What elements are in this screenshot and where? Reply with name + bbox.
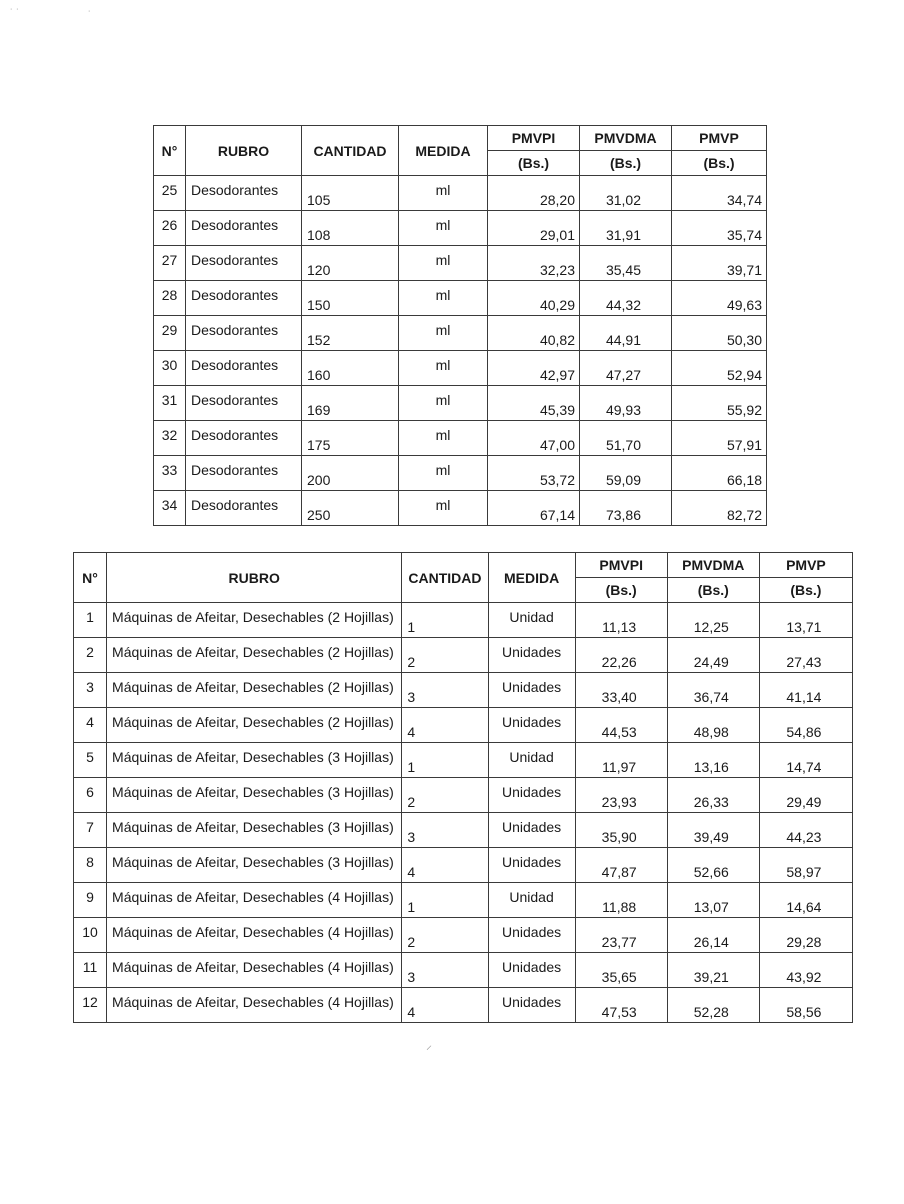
header-pmvp-unit: (Bs.) [759, 578, 852, 603]
table-row [74, 953, 853, 988]
row-cantidad: 3 [402, 813, 488, 848]
row-pmvdma: 44,32 [580, 281, 672, 316]
row-cantidad: 2 [402, 638, 488, 673]
row-number: 27 [154, 246, 186, 281]
row-medida: Unidades [488, 988, 575, 1023]
row-number: 11 [74, 953, 107, 988]
row-rubro: Máquinas de Afeitar, Desechables (3 Hojillas) [107, 778, 402, 813]
row-pmvp: 41,14 [759, 673, 852, 708]
row-pmvp: 54,86 [759, 708, 852, 743]
table-row [154, 491, 767, 526]
row-pmvdma: 26,14 [667, 918, 759, 953]
table-row [74, 813, 853, 848]
table-row [154, 281, 767, 316]
desodorantes-table [153, 125, 767, 526]
row-cantidad: 2 [402, 918, 488, 953]
row-rubro: Máquinas de Afeitar, Desechables (3 Hojillas) [107, 848, 402, 883]
header-medida: MEDIDA [488, 553, 575, 603]
row-pmvp: 57,91 [672, 421, 767, 456]
scan-mark: ˙ [88, 10, 92, 21]
row-pmvdma: 52,66 [667, 848, 759, 883]
row-cantidad: 120 [302, 246, 399, 281]
row-pmvpi: 23,93 [575, 778, 667, 813]
header-pmvpi: PMVPI [488, 126, 580, 151]
scan-mark: ˙ ˙ [10, 8, 20, 19]
table-row [74, 603, 853, 638]
table-row [74, 673, 853, 708]
row-rubro: Desodorantes [186, 421, 302, 456]
row-pmvp: 14,64 [759, 883, 852, 918]
row-pmvdma: 39,21 [667, 953, 759, 988]
header-cantidad: CANTIDAD [302, 126, 399, 176]
table-row [74, 988, 853, 1023]
table-row [154, 351, 767, 386]
row-pmvdma: 47,27 [580, 351, 672, 386]
header-pmvp: PMVP [672, 126, 767, 151]
row-pmvdma: 12,25 [667, 603, 759, 638]
row-rubro: Máquinas de Afeitar, Desechables (4 Hojillas) [107, 918, 402, 953]
row-cantidad: 150 [302, 281, 399, 316]
row-pmvp: 66,18 [672, 456, 767, 491]
row-pmvpi: 40,29 [488, 281, 580, 316]
row-pmvdma: 13,16 [667, 743, 759, 778]
row-medida: ml [399, 176, 488, 211]
header-medida: MEDIDA [399, 126, 488, 176]
row-rubro: Máquinas de Afeitar, Desechables (2 Hojillas) [107, 603, 402, 638]
row-pmvp: 44,23 [759, 813, 852, 848]
row-pmvpi: 32,23 [488, 246, 580, 281]
row-medida: ml [399, 351, 488, 386]
header-pmvdma-unit: (Bs.) [667, 578, 759, 603]
header-pmvpi: PMVPI [575, 553, 667, 578]
row-pmvp: 58,56 [759, 988, 852, 1023]
row-pmvdma: 35,45 [580, 246, 672, 281]
row-pmvp: 29,49 [759, 778, 852, 813]
row-cantidad: 4 [402, 988, 488, 1023]
table-row [154, 246, 767, 281]
table-row [154, 176, 767, 211]
row-number: 4 [74, 708, 107, 743]
row-pmvpi: 53,72 [488, 456, 580, 491]
row-number: 29 [154, 316, 186, 351]
row-pmvp: 55,92 [672, 386, 767, 421]
row-number: 26 [154, 211, 186, 246]
row-cantidad: 108 [302, 211, 399, 246]
row-pmvpi: 42,97 [488, 351, 580, 386]
row-number: 3 [74, 673, 107, 708]
row-number: 6 [74, 778, 107, 813]
row-rubro: Desodorantes [186, 281, 302, 316]
row-rubro: Desodorantes [186, 351, 302, 386]
row-pmvpi: 23,77 [575, 918, 667, 953]
row-pmvdma: 59,09 [580, 456, 672, 491]
row-medida: Unidad [488, 743, 575, 778]
row-medida: Unidades [488, 638, 575, 673]
row-cantidad: 175 [302, 421, 399, 456]
row-pmvpi: 47,53 [575, 988, 667, 1023]
maquinas-afeitar-table-body [74, 603, 853, 1023]
row-number: 9 [74, 883, 107, 918]
table-row [74, 638, 853, 673]
row-pmvpi: 33,40 [575, 673, 667, 708]
row-cantidad: 200 [302, 456, 399, 491]
row-pmvpi: 45,39 [488, 386, 580, 421]
row-rubro: Máquinas de Afeitar, Desechables (2 Hojillas) [107, 638, 402, 673]
row-pmvpi: 11,13 [575, 603, 667, 638]
header-pmvp-unit: (Bs.) [672, 151, 767, 176]
row-cantidad: 3 [402, 953, 488, 988]
row-pmvp: 27,43 [759, 638, 852, 673]
table-row [74, 778, 853, 813]
desodorantes-table-body [154, 176, 767, 526]
row-pmvdma: 39,49 [667, 813, 759, 848]
row-medida: ml [399, 281, 488, 316]
row-medida: ml [399, 246, 488, 281]
row-rubro: Desodorantes [186, 246, 302, 281]
row-number: 32 [154, 421, 186, 456]
row-number: 12 [74, 988, 107, 1023]
table-row [154, 421, 767, 456]
row-number: 28 [154, 281, 186, 316]
row-pmvp: 34,74 [672, 176, 767, 211]
row-pmvpi: 29,01 [488, 211, 580, 246]
row-medida: Unidades [488, 708, 575, 743]
row-pmvp: 50,30 [672, 316, 767, 351]
row-rubro: Desodorantes [186, 456, 302, 491]
row-number: 31 [154, 386, 186, 421]
row-rubro: Desodorantes [186, 211, 302, 246]
table-row [74, 883, 853, 918]
row-pmvpi: 47,87 [575, 848, 667, 883]
row-pmvp: 43,92 [759, 953, 852, 988]
header-cantidad: CANTIDAD [402, 553, 488, 603]
row-pmvpi: 22,26 [575, 638, 667, 673]
row-number: 2 [74, 638, 107, 673]
row-number: 30 [154, 351, 186, 386]
maquinas-afeitar-table [73, 552, 853, 1023]
row-pmvpi: 35,65 [575, 953, 667, 988]
row-medida: Unidad [488, 603, 575, 638]
row-medida: ml [399, 316, 488, 351]
row-cantidad: 4 [402, 708, 488, 743]
table-row [74, 743, 853, 778]
row-pmvdma: 73,86 [580, 491, 672, 526]
row-pmvp: 14,74 [759, 743, 852, 778]
row-medida: Unidades [488, 953, 575, 988]
table-row [154, 386, 767, 421]
row-pmvdma: 36,74 [667, 673, 759, 708]
row-cantidad: 169 [302, 386, 399, 421]
row-cantidad: 1 [402, 603, 488, 638]
row-pmvpi: 11,88 [575, 883, 667, 918]
row-cantidad: 1 [402, 883, 488, 918]
row-rubro: Desodorantes [186, 386, 302, 421]
row-rubro: Máquinas de Afeitar, Desechables (2 Hojillas) [107, 673, 402, 708]
row-pmvpi: 47,00 [488, 421, 580, 456]
header-pmvdma: PMVDMA [667, 553, 759, 578]
row-number: 25 [154, 176, 186, 211]
row-pmvp: 82,72 [672, 491, 767, 526]
row-rubro: Máquinas de Afeitar, Desechables (4 Hojillas) [107, 883, 402, 918]
row-medida: ml [399, 421, 488, 456]
header-no: N° [154, 126, 186, 176]
row-pmvp: 39,71 [672, 246, 767, 281]
row-pmvdma: 26,33 [667, 778, 759, 813]
row-medida: Unidades [488, 778, 575, 813]
row-number: 34 [154, 491, 186, 526]
header-pmvdma: PMVDMA [580, 126, 672, 151]
row-pmvdma: 31,02 [580, 176, 672, 211]
row-pmvdma: 51,70 [580, 421, 672, 456]
row-rubro: Desodorantes [186, 491, 302, 526]
row-number: 5 [74, 743, 107, 778]
row-cantidad: 3 [402, 673, 488, 708]
header-pmvp: PMVP [759, 553, 852, 578]
row-pmvdma: 49,93 [580, 386, 672, 421]
row-pmvdma: 52,28 [667, 988, 759, 1023]
table-row [154, 211, 767, 246]
header-rubro: RUBRO [186, 126, 302, 176]
table-row [74, 848, 853, 883]
header-pmvpi-unit: (Bs.) [575, 578, 667, 603]
row-pmvdma: 24,49 [667, 638, 759, 673]
row-pmvdma: 44,91 [580, 316, 672, 351]
row-number: 33 [154, 456, 186, 491]
row-cantidad: 105 [302, 176, 399, 211]
row-pmvpi: 44,53 [575, 708, 667, 743]
scan-mark: ⸝ [426, 1038, 433, 1052]
row-medida: Unidades [488, 848, 575, 883]
row-rubro: Máquinas de Afeitar, Desechables (4 Hojillas) [107, 988, 402, 1023]
row-pmvpi: 35,90 [575, 813, 667, 848]
row-pmvpi: 67,14 [488, 491, 580, 526]
row-rubro: Máquinas de Afeitar, Desechables (2 Hojillas) [107, 708, 402, 743]
row-medida: ml [399, 211, 488, 246]
row-medida: Unidades [488, 813, 575, 848]
row-cantidad: 250 [302, 491, 399, 526]
row-cantidad: 2 [402, 778, 488, 813]
row-number: 1 [74, 603, 107, 638]
row-cantidad: 160 [302, 351, 399, 386]
row-pmvpi: 40,82 [488, 316, 580, 351]
row-medida: Unidad [488, 883, 575, 918]
row-medida: ml [399, 386, 488, 421]
row-cantidad: 152 [302, 316, 399, 351]
table-row [74, 918, 853, 953]
row-pmvp: 58,97 [759, 848, 852, 883]
row-medida: ml [399, 491, 488, 526]
table-row [154, 316, 767, 351]
row-pmvdma: 48,98 [667, 708, 759, 743]
row-medida: Unidades [488, 673, 575, 708]
row-pmvp: 13,71 [759, 603, 852, 638]
row-pmvp: 52,94 [672, 351, 767, 386]
row-medida: ml [399, 456, 488, 491]
row-number: 10 [74, 918, 107, 953]
row-rubro: Desodorantes [186, 316, 302, 351]
row-cantidad: 1 [402, 743, 488, 778]
row-pmvdma: 13,07 [667, 883, 759, 918]
row-pmvpi: 28,20 [488, 176, 580, 211]
header-rubro: RUBRO [107, 553, 402, 603]
header-pmvdma-unit: (Bs.) [580, 151, 672, 176]
row-pmvp: 35,74 [672, 211, 767, 246]
table-row [154, 456, 767, 491]
row-pmvdma: 31,91 [580, 211, 672, 246]
row-number: 8 [74, 848, 107, 883]
table-row [74, 708, 853, 743]
row-pmvp: 49,63 [672, 281, 767, 316]
row-cantidad: 4 [402, 848, 488, 883]
row-number: 7 [74, 813, 107, 848]
row-rubro: Máquinas de Afeitar, Desechables (3 Hojillas) [107, 813, 402, 848]
header-pmvpi-unit: (Bs.) [488, 151, 580, 176]
row-pmvpi: 11,97 [575, 743, 667, 778]
row-medida: Unidades [488, 918, 575, 953]
row-rubro: Máquinas de Afeitar, Desechables (3 Hojillas) [107, 743, 402, 778]
header-no: N° [74, 553, 107, 603]
row-pmvp: 29,28 [759, 918, 852, 953]
row-rubro: Desodorantes [186, 176, 302, 211]
row-rubro: Máquinas de Afeitar, Desechables (4 Hojillas) [107, 953, 402, 988]
